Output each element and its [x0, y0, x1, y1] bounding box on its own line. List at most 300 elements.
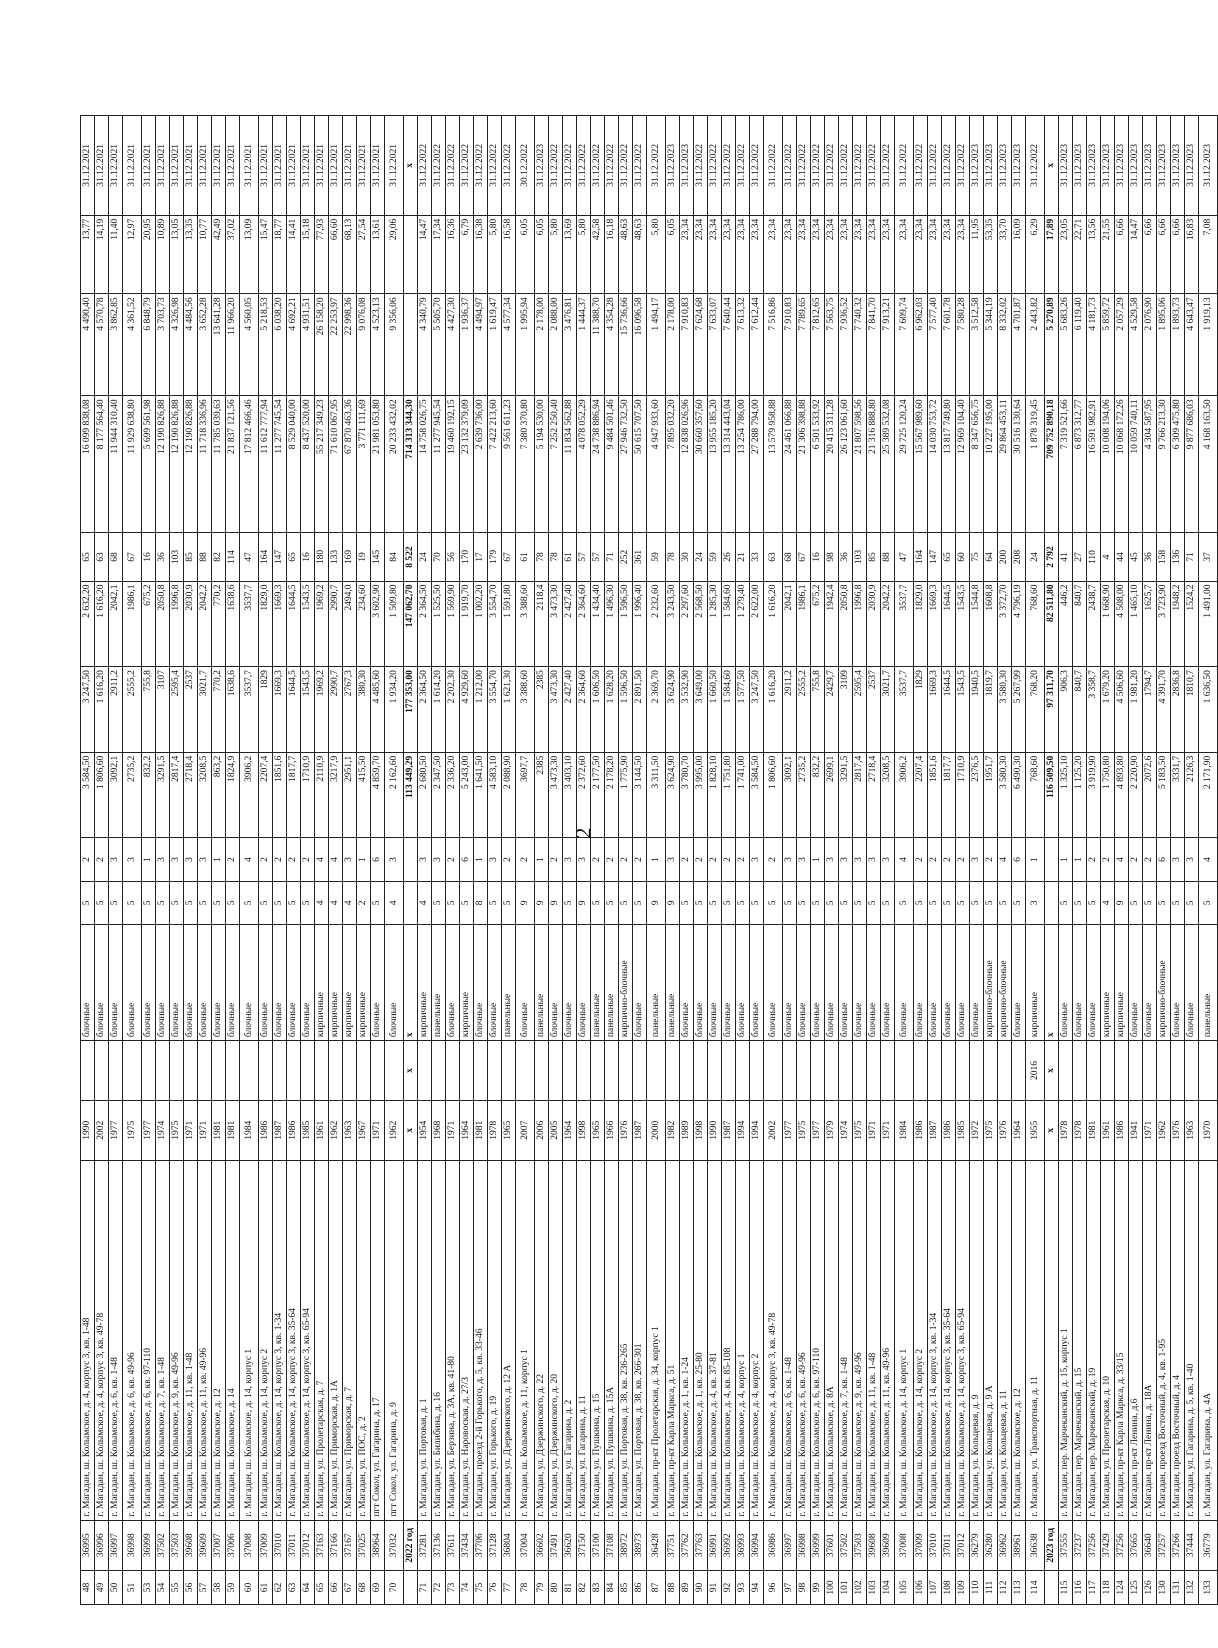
- residents-cell: 16: [301, 533, 315, 581]
- register-table: [80, 115, 1218, 1605]
- total-area-cell: 4 893,80: [1115, 752, 1129, 838]
- build-year-cell: 2000: [647, 1100, 666, 1160]
- contribution-rate-cell: 23,34: [928, 215, 942, 294]
- build-year-cell: 2006: [535, 1100, 549, 1160]
- contribution-rate-cell: 6,66: [1171, 215, 1185, 294]
- residents-cell: 36: [156, 533, 170, 581]
- entrances-cell: 3: [156, 838, 170, 881]
- build-year-cell: 1987: [722, 1100, 736, 1160]
- wall-material-cell: блочные: [867, 925, 881, 1041]
- address-cell: г. Магадан, ш. Колымское, д. 14, корпус 1: [895, 1160, 914, 1520]
- build-year-cell: 1964: [1012, 1100, 1026, 1160]
- wall-material-cell: кирпичные: [1115, 925, 1129, 1041]
- residential-area-cell: 2 632,20: [81, 581, 95, 667]
- residents-cell: 59: [708, 533, 722, 581]
- cost-per-sqm-cell: 4 560,05: [240, 294, 259, 396]
- cost-per-sqm-cell: 5 683,26: [1059, 294, 1073, 396]
- entrances-cell: 1: [1059, 838, 1073, 881]
- contribution-rate-cell: 27,54: [357, 215, 371, 294]
- premises-area-cell: 1644,5: [287, 667, 301, 753]
- build-year-cell: 2002: [95, 1100, 109, 1160]
- repair-cost-cell: 20 233 432,02: [385, 396, 404, 533]
- cost-per-sqm-cell: 4 361,52: [123, 294, 142, 396]
- floors-cell: 5: [750, 881, 764, 924]
- premises-area-cell: 2537: [184, 667, 198, 753]
- deadline-cell: 31.12.2021: [170, 116, 184, 216]
- build-year-cell: 1977: [811, 1100, 825, 1160]
- contribution-rate-cell: 23,34: [867, 215, 881, 294]
- address-cell: г. Магадан, ул. Пролетарская, д. 10: [1101, 1160, 1115, 1520]
- address-cell: г. Магадан, ш. Колымское, д. 14, корпус 3, кв. 65-94: [956, 1160, 970, 1520]
- renovation-year-cell: [797, 1041, 811, 1101]
- build-year-cell: 1986: [1115, 1100, 1129, 1160]
- deadline-cell: 31.12.2021: [287, 116, 301, 216]
- renovation-year-cell: [460, 1041, 474, 1101]
- renovation-year-cell: [970, 1041, 984, 1101]
- wall-material-cell: блочные: [212, 925, 226, 1041]
- cost-per-sqm-cell: 22 253,97: [329, 294, 343, 396]
- deadline-cell: 31.12.2022: [694, 116, 708, 216]
- wall-material-cell: блочные: [259, 925, 273, 1041]
- premises-area-cell: 1 596,50: [619, 667, 633, 753]
- floors-cell: 3: [1026, 881, 1045, 924]
- cost-per-sqm-cell: 7 740,32: [853, 294, 867, 396]
- build-year-cell: 2002: [764, 1100, 783, 1160]
- contribution-rate-cell: 23,34: [881, 215, 895, 294]
- wall-material-cell: блочные: [1087, 925, 1101, 1041]
- total-area-cell: 1 775,90: [619, 752, 633, 838]
- deadline-cell: 31.12.2021: [371, 116, 385, 216]
- cost-per-sqm-cell: 4 326,98: [170, 294, 184, 396]
- row-number-cell: 105: [895, 1571, 914, 1605]
- renovation-year-cell: [1087, 1041, 1101, 1101]
- build-year-cell: 1986: [942, 1100, 956, 1160]
- table-row: [1115, 116, 1129, 1605]
- deadline-cell: 31.12.2021: [109, 116, 123, 216]
- wall-material-cell: блочные: [1012, 925, 1026, 1041]
- cost-per-sqm-cell: 7 601,78: [942, 294, 956, 396]
- floors-cell: 5: [81, 881, 95, 924]
- premises-area-cell: 177 353,00: [404, 667, 418, 753]
- entrances-cell: 6: [1157, 838, 1171, 881]
- contribution-rate-cell: 5,80: [549, 215, 563, 294]
- house-id-cell: 36779: [1199, 1520, 1218, 1570]
- row-number-cell: 131: [1171, 1571, 1185, 1605]
- row-number-cell: 49: [95, 1571, 109, 1605]
- wall-material-cell: блочные: [928, 925, 942, 1041]
- floors-cell: 5: [446, 881, 460, 924]
- residents-cell: 16: [142, 533, 156, 581]
- wall-material-cell: блочные: [287, 925, 301, 1041]
- build-year-cell: 1976: [619, 1100, 633, 1160]
- house-id-cell: 37012: [956, 1520, 970, 1570]
- house-id-cell: 37163: [315, 1520, 329, 1570]
- build-year-cell: 1971: [184, 1100, 198, 1160]
- residential-area-cell: 2 364,60: [577, 581, 591, 667]
- contribution-rate-cell: 16,09: [1012, 215, 1026, 294]
- address-cell: г. Магадан, ш. Колымское, д. 14, корпус 2: [914, 1160, 928, 1520]
- cost-per-sqm-cell: 6 119,40: [1073, 294, 1087, 396]
- floors-cell: 5: [928, 881, 942, 924]
- renovation-year-cell: [123, 1041, 142, 1101]
- deadline-cell: 31.12.2023: [1185, 116, 1199, 216]
- row-number-cell: 112: [998, 1571, 1012, 1605]
- floors-cell: 5: [619, 881, 633, 924]
- address-cell: г. Магадан, ш. Колымское, д. 4, кв. 85-108: [722, 1160, 736, 1520]
- contribution-rate-cell: 23,34: [783, 215, 797, 294]
- cost-per-sqm-cell: 4 692,21: [287, 294, 301, 396]
- row-number-cell: 53: [142, 1571, 156, 1605]
- row-number-cell: 69: [371, 1571, 385, 1605]
- residential-area-cell: 82 511,80: [1045, 581, 1059, 667]
- premises-area-cell: 1829: [259, 667, 273, 753]
- premises-area-cell: 1 934,20: [385, 667, 404, 753]
- premises-area-cell: 2 369,70: [647, 667, 666, 753]
- total-area-cell: 1 125,20: [1073, 752, 1087, 838]
- premises-area-cell: 2 427,40: [563, 667, 577, 753]
- residential-area-cell: 1669,3: [273, 581, 287, 667]
- residential-area-cell: 2 364,50: [418, 581, 432, 667]
- row-number-cell: 126: [1143, 1571, 1157, 1605]
- premises-area-cell: 2 202,30: [446, 667, 460, 753]
- wall-material-cell: блочные: [914, 925, 928, 1041]
- table-row: [1185, 116, 1199, 1605]
- build-year-cell: 1975: [170, 1100, 184, 1160]
- entrances-cell: 2: [301, 838, 315, 881]
- repair-cost-cell: 12 190 826,88: [156, 396, 170, 533]
- contribution-rate-cell: 13,35: [184, 215, 198, 294]
- wall-material-cell: блочные: [783, 925, 797, 1041]
- total-area-cell: 832,2: [142, 752, 156, 838]
- house-id-cell: 36804: [502, 1520, 516, 1570]
- renovation-year-cell: [549, 1041, 563, 1101]
- address-cell: г. Магадан, ул. Гагарина, д. 11: [577, 1160, 591, 1520]
- renovation-year-cell: [371, 1041, 385, 1101]
- address-cell: г. Магадан, ул. Пушкина, д. 15А: [605, 1160, 619, 1520]
- row-number-cell: 125: [1129, 1571, 1143, 1605]
- cost-per-sqm-cell: 4 490,40: [81, 294, 95, 396]
- year-total-row: [404, 116, 418, 1605]
- address-cell: г. Магадан, ул. Портовая, д. 1: [418, 1160, 432, 1520]
- cost-per-sqm-cell: 7 936,52: [839, 294, 853, 396]
- floors-cell: 5: [853, 881, 867, 924]
- house-id-cell: 37007: [212, 1520, 226, 1570]
- wall-material-cell: панельные: [605, 925, 619, 1041]
- premises-area-cell: 3107: [156, 667, 170, 753]
- house-id-cell: 39608: [867, 1520, 881, 1570]
- cost-per-sqm-cell: 13 641,28: [212, 294, 226, 396]
- cost-per-sqm-cell: 7 613,32: [736, 294, 750, 396]
- wall-material-cell: блочные: [563, 925, 577, 1041]
- cost-per-sqm-cell: 2 057,29: [1115, 294, 1129, 396]
- total-area-cell: 3092,1: [783, 752, 797, 838]
- residents-cell: 158: [1157, 533, 1171, 581]
- wall-material-cell: кирпичные: [357, 925, 371, 1041]
- deadline-cell: 31.12.2022: [502, 116, 516, 216]
- residential-area-cell: 4 508,00: [1115, 581, 1129, 667]
- floors-cell: 5: [1012, 881, 1026, 924]
- premises-area-cell: 1794,7: [1143, 667, 1157, 753]
- residents-cell: 26: [722, 533, 736, 581]
- residents-cell: 78: [549, 533, 563, 581]
- entrances-cell: 4: [329, 838, 343, 881]
- residential-area-cell: 1524,2: [1185, 581, 1199, 667]
- house-id-cell: 37502: [156, 1520, 170, 1570]
- cost-per-sqm-cell: 4 577,34: [502, 294, 516, 396]
- cost-per-sqm-cell: 2 443,82: [1026, 294, 1045, 396]
- renovation-year-cell: [1143, 1041, 1157, 1101]
- row-number-cell: 117: [1087, 1571, 1101, 1605]
- floors-cell: 5: [680, 881, 694, 924]
- repair-cost-cell: 7 895 032,20: [666, 396, 680, 533]
- row-number-cell: 85: [619, 1571, 633, 1605]
- total-area-cell: 2 088,90: [502, 752, 516, 838]
- deadline-cell: 31.12.2022: [488, 116, 502, 216]
- build-year-cell: 1974: [839, 1100, 853, 1160]
- residential-area-cell: 1 525,50: [432, 581, 446, 667]
- renovation-year-cell: [488, 1041, 502, 1101]
- repair-cost-cell: 14 030 753,72: [928, 396, 942, 533]
- renovation-year-cell: [1171, 1041, 1185, 1101]
- entrances-cell: 2: [736, 838, 750, 881]
- build-year-cell: 1965: [502, 1100, 516, 1160]
- premises-area-cell: 1669,3: [273, 667, 287, 753]
- cost-per-sqm-cell: 5 859,72: [1101, 294, 1115, 396]
- residential-area-cell: 1829,0: [914, 581, 928, 667]
- residential-area-cell: 1 919,70: [460, 581, 474, 667]
- house-id-cell: 37601: [825, 1520, 839, 1570]
- build-year-cell: 1965: [591, 1100, 605, 1160]
- renovation-year-cell: [357, 1041, 371, 1101]
- renovation-year-cell: [418, 1041, 432, 1101]
- floors-cell: 5: [371, 881, 385, 924]
- total-area-cell: 1851,6: [273, 752, 287, 838]
- total-area-cell: 3 473,30: [549, 752, 563, 838]
- total-area-cell: 2 177,50: [591, 752, 605, 838]
- residential-area-cell: 1625,7: [1143, 581, 1157, 667]
- cost-per-sqm-cell: 7 516,86: [764, 294, 783, 396]
- total-area-cell: 2 372,60: [577, 752, 591, 838]
- renovation-year-cell: [1199, 1041, 1218, 1101]
- total-area-cell: 3 919,90: [1087, 752, 1101, 838]
- renovation-year-cell: [605, 1041, 619, 1101]
- cost-per-sqm-cell: 7 913,21: [881, 294, 895, 396]
- renovation-year-cell: [1073, 1041, 1087, 1101]
- residential-area-cell: 1 996,40: [633, 581, 647, 667]
- renovation-year-cell: [343, 1041, 357, 1101]
- table-row: [722, 116, 736, 1605]
- residential-area-cell: 3 554,70: [488, 581, 502, 667]
- build-year-cell: 1964: [460, 1100, 474, 1160]
- renovation-year-cell: [535, 1041, 549, 1101]
- residential-area-cell: 3 473,30: [549, 581, 563, 667]
- repair-cost-cell: 30 516 130,64: [1012, 396, 1026, 533]
- address-cell: г. Магадан, ш. Колымское, д. 14, корпус 3, кв. 1-34: [273, 1160, 287, 1520]
- table-row: [956, 116, 970, 1605]
- residential-area-cell: 2 427,40: [563, 581, 577, 667]
- cost-per-sqm-cell: 7 841,70: [867, 294, 881, 396]
- renovation-year-cell: [1129, 1041, 1143, 1101]
- renovation-year-cell: [942, 1041, 956, 1101]
- residents-cell: 164: [259, 533, 273, 581]
- total-area-cell: 4 583,10: [488, 752, 502, 838]
- cost-per-sqm-cell: 4 523,13: [371, 294, 385, 396]
- total-area-cell: 2 347,50: [432, 752, 446, 838]
- row-number-cell: [1045, 1571, 1059, 1605]
- table-row: [1143, 116, 1157, 1605]
- house-id-cell: 37555: [1059, 1520, 1073, 1570]
- table-row: [867, 116, 881, 1605]
- premises-area-cell: 1 628,20: [605, 667, 619, 753]
- build-year-cell: 1962: [329, 1100, 343, 1160]
- residents-cell: 114: [226, 533, 240, 581]
- wall-material-cell: блочные: [156, 925, 170, 1041]
- renovation-year-cell: [516, 1041, 535, 1101]
- entrances-cell: [404, 838, 418, 881]
- total-area-cell: 3 780,70: [680, 752, 694, 838]
- contribution-rate-cell: 66,60: [329, 215, 343, 294]
- wall-material-cell: блочные: [198, 925, 212, 1041]
- contribution-rate-cell: 23,34: [708, 215, 722, 294]
- table-row: [142, 116, 156, 1605]
- renovation-year-cell: [95, 1041, 109, 1101]
- table-row: [605, 116, 619, 1605]
- residents-cell: 4: [1101, 533, 1115, 581]
- premises-area-cell: 2537: [867, 667, 881, 753]
- residents-cell: 147: [273, 533, 287, 581]
- house-id-cell: 36640: [1143, 1520, 1157, 1570]
- address-cell: г. Магадан, ул. Гагарина, д. 2: [563, 1160, 577, 1520]
- deadline-cell: 31.12.2022: [446, 116, 460, 216]
- table-row: [287, 116, 301, 1605]
- residents-cell: 78: [535, 533, 549, 581]
- repair-cost-cell: 9 877 686,03: [1185, 396, 1199, 533]
- total-area-cell: 1 750,80: [1101, 752, 1115, 838]
- row-number-cell: 98: [797, 1571, 811, 1605]
- residential-area-cell: 1 491,00: [1199, 581, 1218, 667]
- premises-area-cell: 3537,7: [895, 667, 914, 753]
- table-row: [666, 116, 680, 1605]
- row-number-cell: 68: [357, 1571, 371, 1605]
- renovation-year-cell: [783, 1041, 797, 1101]
- row-number-cell: 93: [736, 1571, 750, 1605]
- entrances-cell: 3: [109, 838, 123, 881]
- residents-cell: 103: [170, 533, 184, 581]
- table-row: [184, 116, 198, 1605]
- cost-per-sqm-cell: 7 563,75: [825, 294, 839, 396]
- residential-area-cell: 1 569,90: [446, 581, 460, 667]
- house-id-cell: 38964: [371, 1520, 385, 1570]
- contribution-rate-cell: 13,61: [371, 215, 385, 294]
- wall-material-cell: кирпичные: [418, 925, 432, 1041]
- residential-area-cell: 1948,2: [1171, 581, 1185, 667]
- residents-cell: 84: [385, 533, 404, 581]
- entrances-cell: 1: [357, 838, 371, 881]
- repair-cost-cell: 25 389 532,08: [881, 396, 895, 533]
- deadline-cell: 31.12.2023: [1129, 116, 1143, 216]
- table-row: [343, 116, 357, 1605]
- contribution-rate-cell: 16,58: [502, 215, 516, 294]
- floors-cell: 5: [956, 881, 970, 924]
- wall-material-cell: блочные: [81, 925, 95, 1041]
- house-id-cell: 39608: [184, 1520, 198, 1570]
- table-row: [212, 116, 226, 1605]
- floors-cell: 5: [708, 881, 722, 924]
- build-year-cell: 1976: [998, 1100, 1012, 1160]
- renovation-year-cell: [301, 1041, 315, 1101]
- premises-area-cell: 2836,8: [1171, 667, 1185, 753]
- repair-cost-cell: 9 561 611,23: [502, 396, 516, 533]
- cost-per-sqm-cell: 7 633,07: [708, 294, 722, 396]
- wall-material-cell: блочные: [825, 925, 839, 1041]
- contribution-rate-cell: 6,79: [460, 215, 474, 294]
- row-number-cell: 72: [432, 1571, 446, 1605]
- repair-cost-cell: 27 288 794,00: [750, 396, 764, 533]
- premises-area-cell: 1969,2: [315, 667, 329, 753]
- cost-per-sqm-cell: 2 178,00: [535, 294, 549, 396]
- residents-cell: 147: [928, 533, 942, 581]
- address-cell: г. Магадан, ш. Колымское, д. 1, кв. 25-80: [694, 1160, 708, 1520]
- address-cell: г. Магадан, ш. Колымское, д. 11, кв. 49-96: [881, 1160, 895, 1520]
- build-year-cell: 1961: [1101, 1100, 1115, 1160]
- row-number-cell: 99: [811, 1571, 825, 1605]
- wall-material-cell: блочные: [797, 925, 811, 1041]
- renovation-year-cell: [956, 1041, 970, 1101]
- build-year-cell: 1971: [867, 1100, 881, 1160]
- repair-cost-cell: 1 878 319,45: [1026, 396, 1045, 533]
- address-cell: г. Магадан, ш. Колымское, д. 4, корпус 3, кв. 49-78: [95, 1160, 109, 1520]
- total-area-cell: 3906,2: [895, 752, 914, 838]
- residential-area-cell: 4 796,19: [1012, 581, 1026, 667]
- build-year-cell: 1984: [240, 1100, 259, 1160]
- row-number-cell: 57: [198, 1571, 212, 1605]
- contribution-rate-cell: 23,34: [797, 215, 811, 294]
- table-row: [81, 116, 95, 1605]
- address-cell: г. Магадан, ш. Колымское, д. 7, кв. 1-48: [156, 1160, 170, 1520]
- wall-material-cell: кирпично-блочные: [1157, 925, 1171, 1041]
- entrances-cell: 2: [259, 838, 273, 881]
- wall-material-cell: панельные: [1199, 925, 1218, 1041]
- address-cell: г. Магадан, пер. Марчеканский, д. 15, корпус 1: [1059, 1160, 1073, 1520]
- total-area-cell: 2110,9: [315, 752, 329, 838]
- total-area-cell: 3 584,50: [750, 752, 764, 838]
- floors-cell: 4: [329, 881, 343, 924]
- entrances-cell: 3: [170, 838, 184, 881]
- address-cell: г. Магадан, ш. Колымское, д. 6, кв. 97-110: [811, 1160, 825, 1520]
- entrances-cell: 1: [142, 838, 156, 881]
- repair-cost-cell: 11 785 039,63: [212, 396, 226, 533]
- row-number-cell: 109: [956, 1571, 970, 1605]
- deadline-cell: 31.12.2022: [418, 116, 432, 216]
- premises-area-cell: 2595,4: [853, 667, 867, 753]
- wall-material-cell: блочные: [895, 925, 914, 1041]
- deadline-cell: 31.12.2022: [708, 116, 722, 216]
- repair-cost-cell: 11 277 745,54: [273, 396, 287, 533]
- house-id-cell: 36993: [736, 1520, 750, 1570]
- deadline-cell: 30.12.2022: [516, 116, 535, 216]
- residents-cell: 59: [647, 533, 666, 581]
- row-number-cell: 124: [1115, 1571, 1129, 1605]
- premises-area-cell: 2385: [535, 667, 549, 753]
- residents-cell: 88: [198, 533, 212, 581]
- renovation-year-cell: [895, 1041, 914, 1101]
- table-row: [563, 116, 577, 1605]
- floors-cell: 5: [301, 881, 315, 924]
- contribution-rate-cell: 11,40: [109, 215, 123, 294]
- deadline-cell: 31.12.2021: [198, 116, 212, 216]
- total-area-cell: 2718,4: [184, 752, 198, 838]
- house-id-cell: 38972: [619, 1520, 633, 1570]
